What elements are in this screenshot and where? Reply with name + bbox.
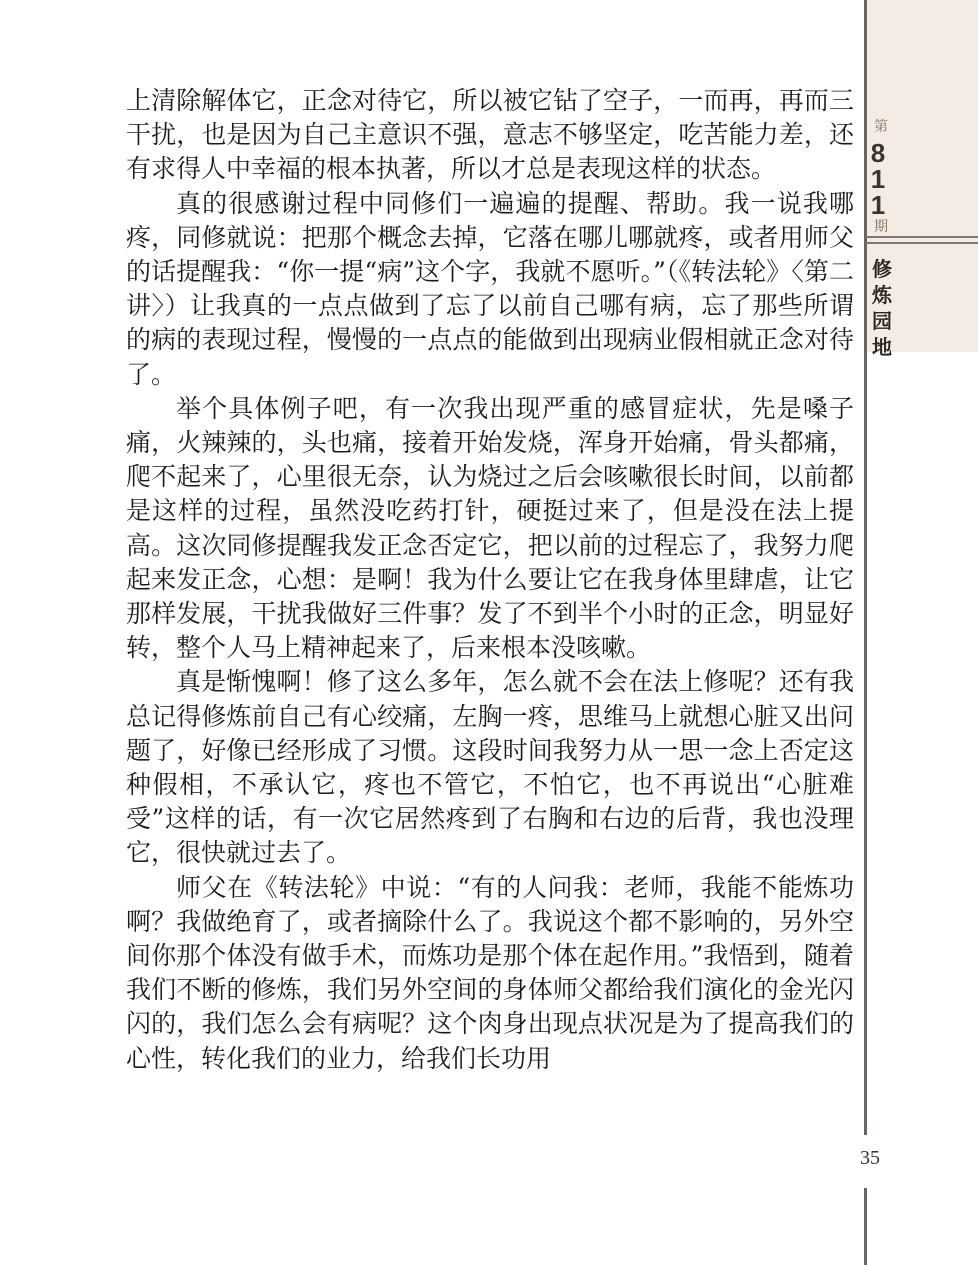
paragraph: 举个具体例子吧，有一次我出现严重的感冒症状，先是嗓子痛，火辣辣的，头也痛，接着开始发烧，浑身开始痛，骨头都痛，爬不起来了，心里很无奈，认为烧过之后会咳嗽很长时间，以前都是这样的过程，虽然没吃药打针，硬挺过来了，但是没在法上提高。这次同修提醒我发正念否定它，把以前的过程忘了，我努力爬起来发正念，心想：是啊！我为什么要让它在我身体里肆虐，让它那样发展，干扰我做好三件事？发了不到半个小时的正念，明显好转，整个人马上精神起来了，后来根本没咳嗽。 xyxy=(126,393,854,663)
margin-rule-lower xyxy=(864,1188,867,1265)
page-number: 35 xyxy=(860,1147,880,1169)
sidebar-divider-bottom xyxy=(866,242,978,244)
issue-number: 811 xyxy=(863,138,893,216)
sidebar-divider-top xyxy=(866,236,978,238)
paragraph: 上清除解体它，正念对待它，所以被它钻了空子，一而再，再而三干扰，也是因为自己主意识不强，意志不够坚定，吃苦能力差，还有求得人中幸福的根本执著，所以才总是表现这样的状态。 xyxy=(126,86,854,184)
issue-label xyxy=(863,118,896,236)
issue-prefix: 第 xyxy=(874,119,888,135)
issue-suffix: 期 xyxy=(874,219,888,235)
paragraph: 师父在《转法轮》中说：“有的人问我：老师，我能不能炼功啊？我做绝育了，或者摘除什么了。我说这个都不影响的，另外空间你那个体没有做手术，而炼功是那个体在起作用。”我悟到，随着我们不断的修炼，我们另外空间的身体师父都给我们演化的金光闪闪的，我们怎么会有病呢？这个肉身出现点状况是为了提高我们的心性，转化我们的业力，给我们长功用 xyxy=(126,872,854,1073)
column-title: 修炼园地 xyxy=(872,257,892,359)
article-body xyxy=(126,84,854,1076)
paragraph: 真是惭愧啊！修了这么多年，怎么就不会在法上修呢？还有我总记得修炼前自己有心绞痛，左胸一疼，思维马上就想心脏又出问题了，好像已经形成了习惯。这段时间我努力从一思一念上否定这种假相，不承认它，疼也不管它，不怕它，也不再说出“心脏难受”这样的话，有一次它居然疼到了右胸和右边的后背，我也没理它，很快就过去了。 xyxy=(126,667,854,868)
paragraph: 真的很感谢过程中同修们一遍遍的提醒、帮助。我一说我哪疼，同修就说：把那个概念去掉，它落在哪儿哪就疼，或者用师父的话提醒我：“你一提“病”这个字，我就不愿听。”（《转法轮》〈第二讲〉）让我真的一点点做到了忘了以前自己哪有病，忘了那些所谓的病的表现过程，慢慢的一点点的能做到出现病业假相就正念对待了。 xyxy=(126,188,854,389)
